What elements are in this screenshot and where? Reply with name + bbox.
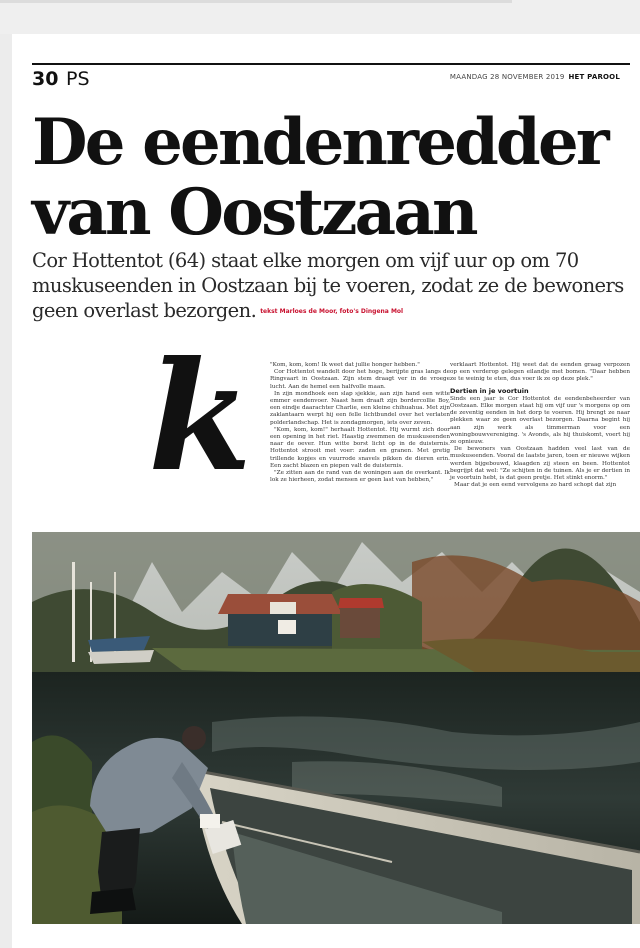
date: MAANDAG 28 NOVEMBER 2019 xyxy=(449,73,565,81)
newspaper-page xyxy=(12,34,640,948)
top-strip xyxy=(0,0,640,34)
paragraph: Maar dat je een eend vervolgens zo hard schopt dat zijn xyxy=(454,482,617,489)
drop-cap: k xyxy=(148,329,252,505)
paragraph: Cor Hottentot wandelt door het hoge, berijpte gras langs de Ringvaart in Oostzaan. Zijn stem draagt ver in de vroege lucht. Aan de hemel een halfvolle maan. xyxy=(270,369,450,390)
paragraph: "Kom, kom, kom! Ik weet dat jullie honger hebben." xyxy=(270,362,420,368)
dateline xyxy=(450,73,620,81)
section-label: PS xyxy=(66,68,90,90)
headline-line-2: van Oostzaan xyxy=(32,175,476,250)
body-column-1 xyxy=(270,362,450,484)
paragraph: "Kom, kom, kom!" herhaalt Hottentot. Hij wurmt zich door een opening in het riet. Haastig zwemmen de muskuseenden naar de oever. Hun witte borst licht op in de duisternis. Hottentot strooit met voer: zaden en granen. Met gretig trillende kopjes en vuurrode snavels pikken de dieren erin. Een zacht blazen en piepen valt de duisternis. xyxy=(270,426,450,469)
page-number: 30 xyxy=(32,68,59,90)
byline-credit: tekst Marloes de Moor, foto's Dingena Mol xyxy=(260,308,404,315)
body-column-2 xyxy=(450,362,630,489)
top-bar xyxy=(0,0,512,3)
headline-line-1: De eendenredder xyxy=(32,105,607,180)
paper-name: HET PAROOL xyxy=(568,73,620,81)
headline xyxy=(32,105,632,250)
photo-illustration xyxy=(32,532,640,924)
paragraph: "Ze zitten aan de rand van de woningen aan de overkant. Ik lok ze hierheen, zodat mensen er geen last van hebben," xyxy=(270,470,450,484)
header-rule xyxy=(32,63,630,65)
paragraph: De bewoners van Oostzaan hadden veel last van de muskuseenden. Vooral de laatste jaren, toen er nieuwe wijken werden bijgebouwd, klaagden zij steen en been. Hottentot begrijpt dat wel: "Ze schijten in de tuinen. Als je er dertien in je voortuin hebt, is dat geen pretje. Het stinkt enorm." xyxy=(450,446,630,482)
intro xyxy=(32,248,632,324)
paragraph: In zijn mondhoek een slap sjekkie, aan zijn hand een witte emmer eendenvoer. Naast hem draaft zijn bordercollie Boy, een eindje daarachter Charlie, een kleine chihuahua. Met zijn zaklantaarn werpt hij een felle lichtbundel over het verlaten polderlandschap. Het is zondagmorgen, iets over zeven. xyxy=(270,390,450,426)
paragraph: verklaart Hottentot. Hij weet dat de eenden graag verpozen op een verderop gelegen eilandje met bomen. "Daar hebben ze te weinig te eten, dus voer ik ze op deze plek." xyxy=(450,362,630,383)
paragraph: Sinds een jaar is Cor Hottentot de eendenbeheerder van Oostzaan. Elke morgen staat hij om vijf uur 's morgens op om de zeventig eenden in het dorp te voeren. Hij brengt ze naar plekken waar ze geen overlast bezorgen. Daarna begint hij aan zijn werk als timmerman voor een woningbouwvereniging. 's Avonds, als hij thuiskomt, voert hij ze opnieuw. xyxy=(450,395,630,446)
subheading: Dertien in je voortuin xyxy=(450,386,529,395)
intro-text: Cor Hottentot (64) staat elke morgen om vijf uur op om 70 muskuseenden in Oostzaan bij te voeren, zodat ze de bewoners geen overlast bezorgen. xyxy=(32,249,624,322)
photo-duck-feeder-canal xyxy=(32,532,640,924)
